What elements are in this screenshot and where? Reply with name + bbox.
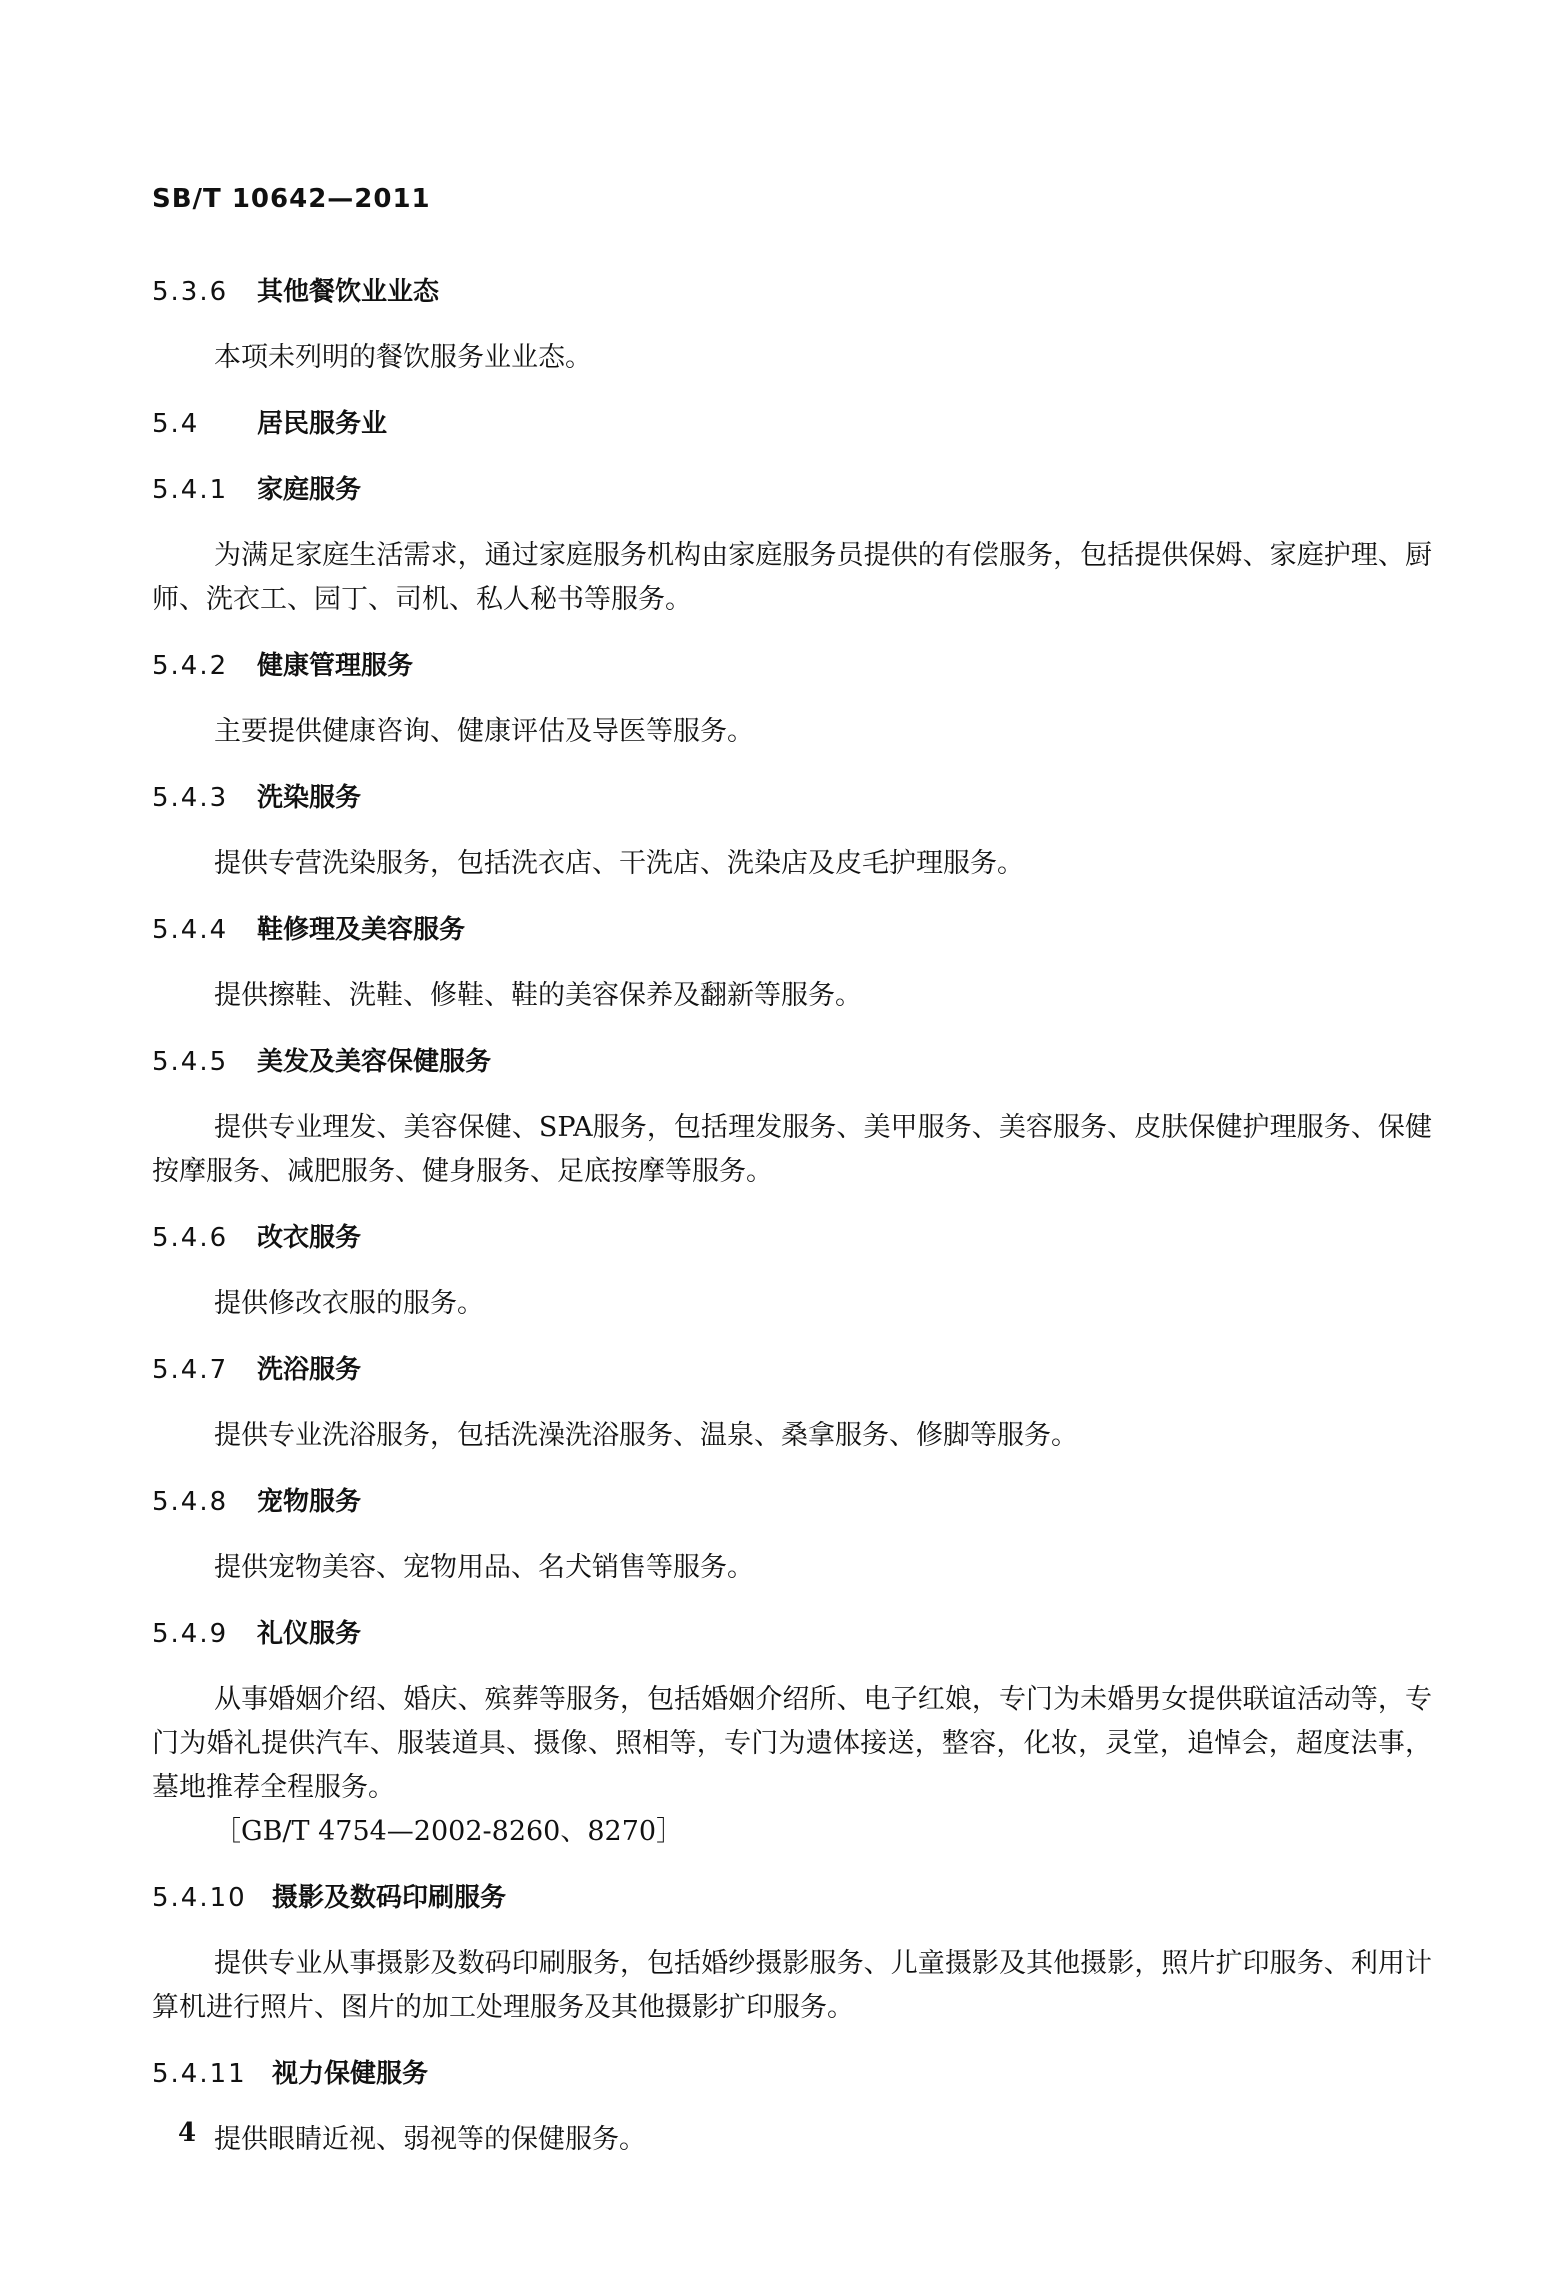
section-number: 5.4.8 [152, 1487, 229, 1517]
section-paragraph: 提供眼睛近视、弱视等的保健服务。 [214, 2124, 646, 2155]
section-paragraph: 提供宠物美容、宠物用品、名犬销售等服务。 [214, 1552, 754, 1583]
section-number: 5.4.2 [152, 651, 229, 681]
document-code: SB/T 10642—2011 [152, 184, 431, 214]
section-heading [152, 468, 1432, 512]
section-paragraph: 提供专业洗浴服务，包括洗澡洗浴服务、温泉、桑拿服务、修脚等服务。 [214, 1420, 1078, 1451]
reference-citation: ［GB/T 4754—2002-8260、8270］ [214, 1816, 684, 1847]
section-heading [152, 644, 1432, 688]
section-paragraph: 提供专营洗染服务，包括洗衣店、干洗店、洗染店及皮毛护理服务。 [214, 848, 1024, 879]
section-heading [152, 2052, 1432, 2096]
section-heading [152, 402, 1432, 446]
document-body [152, 270, 1432, 2184]
section-heading [152, 1348, 1432, 1392]
section-number: 5.4.11 [152, 2059, 247, 2089]
section-title: 视力保健服务 [272, 2059, 429, 2089]
section-heading [152, 1876, 1432, 1920]
page-number: 4 [178, 2118, 197, 2148]
section-title: 家庭服务 [257, 475, 362, 505]
section-title: 洗浴服务 [257, 1355, 362, 1385]
section-number: 5.4.5 [152, 1047, 229, 1077]
section-number: 5.4.3 [152, 783, 229, 813]
section-paragraph: 为满足家庭生活需求，通过家庭服务机构由家庭服务员提供的有偿服务，包括提供保姆、家庭护理、厨师、洗衣工、园丁、司机、私人秘书等服务。 [152, 540, 1432, 615]
section-number: 5.4.7 [152, 1355, 229, 1385]
section-paragraph: 提供专业从事摄影及数码印刷服务，包括婚纱摄影服务、儿童摄影及其他摄影，照片扩印服务、利用计算机进行照片、图片的加工处理服务及其他摄影扩印服务。 [152, 1948, 1432, 2023]
section-paragraph: 提供擦鞋、洗鞋、修鞋、鞋的美容保养及翻新等服务。 [214, 980, 862, 1011]
section-title: 洗染服务 [257, 783, 362, 813]
section-title: 居民服务业 [257, 409, 388, 439]
section-heading [152, 1216, 1432, 1260]
section-number: 5.4.4 [152, 915, 229, 945]
section-number: 5.4.10 [152, 1883, 247, 1913]
section-title: 摄影及数码印刷服务 [272, 1883, 507, 1913]
section-heading [152, 1040, 1432, 1084]
section-title: 鞋修理及美容服务 [257, 915, 466, 945]
section-number: 5.4.1 [152, 475, 229, 505]
section-paragraph: 提供修改衣服的服务。 [214, 1288, 484, 1319]
section-title: 美发及美容保健服务 [257, 1047, 492, 1077]
section-heading [152, 776, 1432, 820]
section-title: 宠物服务 [257, 1487, 362, 1517]
section-paragraph: 从事婚姻介绍、婚庆、殡葬等服务，包括婚姻介绍所、电子红娘，专门为未婚男女提供联谊活动等，专门为婚礼提供汽车、服装道具、摄像、照相等，专门为遗体接送，整容，化妆，灵堂，追悼会，超度法事，墓地推荐全程服务。 [152, 1684, 1432, 1803]
section-heading [152, 908, 1432, 952]
section-title: 其他餐饮业业态 [257, 277, 440, 307]
section-heading [152, 270, 1432, 314]
section-heading [152, 1480, 1432, 1524]
section-title: 健康管理服务 [257, 651, 414, 681]
section-number: 5.4.6 [152, 1223, 229, 1253]
section-title: 礼仪服务 [257, 1619, 362, 1649]
section-title: 改衣服务 [257, 1223, 362, 1253]
section-number: 5.4.9 [152, 1619, 229, 1649]
section-number: 5.4 [152, 409, 200, 439]
section-paragraph: 主要提供健康咨询、健康评估及导医等服务。 [214, 716, 754, 747]
section-paragraph: 本项未列明的餐饮服务业业态。 [214, 342, 592, 373]
section-paragraph: 提供专业理发、美容保健、SPA服务，包括理发服务、美甲服务、美容服务、皮肤保健护理服务、保健按摩服务、减肥服务、健身服务、足底按摩等服务。 [152, 1112, 1432, 1187]
section-heading [152, 1612, 1432, 1656]
section-number: 5.3.6 [152, 277, 229, 307]
